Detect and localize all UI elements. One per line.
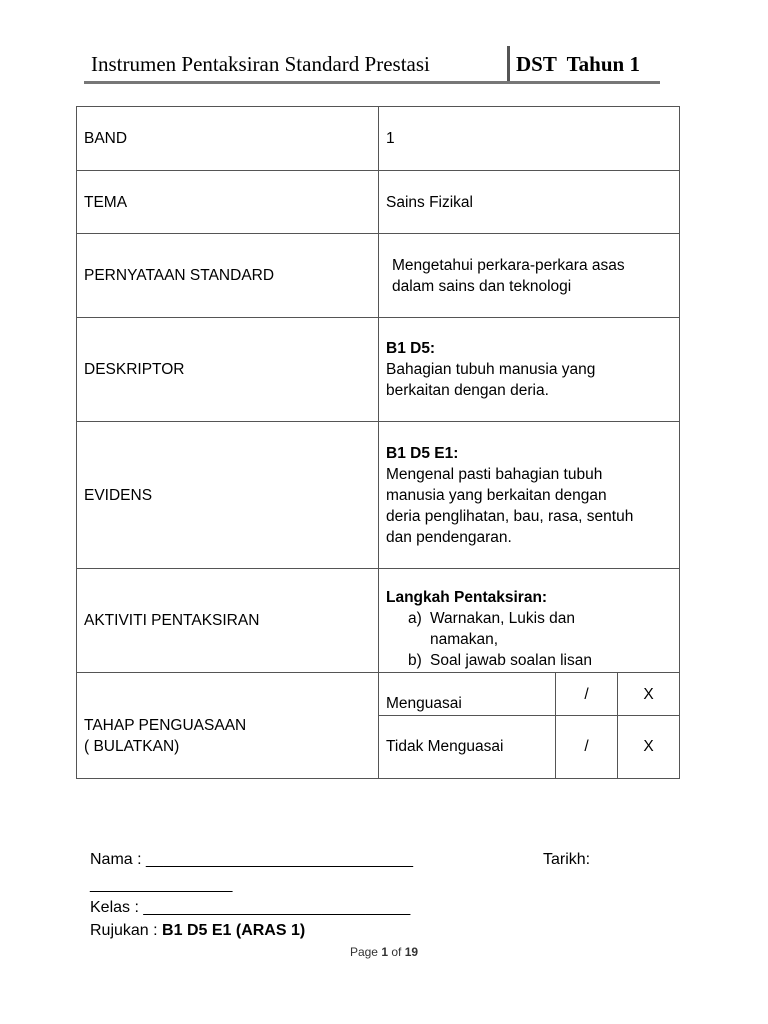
option-mark-cross[interactable]: X (618, 715, 680, 778)
page-prefix: Page (349, 945, 382, 959)
evidens-label: EVIDENS (77, 422, 379, 569)
step-marker: a) (408, 610, 422, 627)
band-value: 1 (379, 107, 680, 171)
header-divider (507, 46, 510, 84)
evidens-line-4: dan pendengaran. (386, 528, 512, 546)
step-text: Soal jawab soalan lisan (430, 652, 592, 669)
deskriptor-code: B1 D5: (386, 340, 436, 357)
tema-label: TEMA (77, 171, 379, 234)
evidens-code: B1 D5 E1: (386, 444, 459, 462)
option-mark-tick[interactable]: / (556, 715, 618, 778)
aktiviti-step-a (408, 608, 672, 650)
nama-field[interactable]: Nama : ______________________________ (90, 851, 413, 868)
aktiviti-heading: Langkah Pentaksiran: (386, 589, 548, 606)
page-current: 1 (381, 945, 388, 959)
option-mark-tick[interactable]: / (556, 673, 618, 715)
band-label: BAND (77, 107, 379, 171)
document-header-title: Instrumen Pentaksiran Standard Prestasi (91, 52, 430, 76)
option-status: Menguasai (379, 673, 556, 715)
deskriptor-value (379, 318, 680, 422)
tarikh-field[interactable]: Tarikh: (543, 851, 591, 868)
deskriptor-line-2: berkaitan dengan deria. (386, 382, 549, 399)
evidens-line-3: deria penglihatan, bau, rasa, sentuh (386, 507, 634, 525)
rujukan-value: B1 D5 E1 (ARAS 1) (162, 922, 306, 939)
aktiviti-value (379, 569, 680, 673)
aktiviti-label: AKTIVITI PENTAKSIRAN (77, 569, 379, 673)
tahap-options (379, 673, 679, 778)
table-row-band (77, 107, 680, 171)
tahap-label-line-2: ( BULATKAN) (84, 737, 180, 755)
document-header-year: DST Tahun 1 (516, 52, 640, 76)
tahap-label-line-1: TAHAP PENGUASAAN (84, 716, 247, 734)
pernyataan-line-1: Mengetahui perkara-perkara asas (392, 256, 625, 274)
deskriptor-line-1: Bahagian tubuh manusia yang (386, 361, 596, 378)
evidens-value (379, 422, 680, 569)
table-row-tahap (77, 673, 680, 779)
step-text-cont: namakan, (430, 631, 499, 648)
option-row-menguasai (379, 673, 679, 715)
rujukan-label: Rujukan : (90, 922, 163, 939)
header-rule (84, 81, 660, 84)
aktiviti-step-b (408, 650, 672, 671)
rujukan-line (90, 922, 305, 940)
pernyataan-value (379, 234, 680, 318)
step-marker: b) (408, 652, 422, 669)
pernyataan-line-2: dalam sains dan teknologi (392, 277, 572, 295)
evidens-line-2: manusia yang berkaitan dengan (386, 486, 607, 504)
tarikh-blank-line[interactable]: ________________ (90, 876, 233, 893)
table-row-evidens (77, 422, 680, 569)
aktiviti-steps (408, 608, 672, 671)
pernyataan-label: PERNYATAAN STANDARD (77, 234, 379, 318)
kelas-field[interactable]: Kelas : ______________________________ (90, 899, 411, 916)
page-number (0, 945, 768, 959)
tahap-label (77, 673, 379, 779)
option-row-tidak-menguasai (379, 715, 679, 778)
option-mark-cross[interactable]: X (618, 673, 680, 715)
table-row-aktiviti (77, 569, 680, 673)
page-of: of (388, 945, 405, 959)
page-total: 19 (404, 945, 419, 959)
table-row-deskriptor (77, 318, 680, 422)
tema-value: Sains Fizikal (379, 171, 680, 234)
deskriptor-label: DESKRIPTOR (77, 318, 379, 422)
evidens-line-1: Mengenal pasti bahagian tubuh (386, 465, 603, 483)
tahap-options-cell (379, 673, 680, 779)
step-text: Warnakan, Lukis dan (430, 610, 576, 627)
option-status: Tidak Menguasai (379, 715, 556, 778)
assessment-table (76, 106, 680, 779)
table-row-tema (77, 171, 680, 234)
table-row-pernyataan (77, 234, 680, 318)
